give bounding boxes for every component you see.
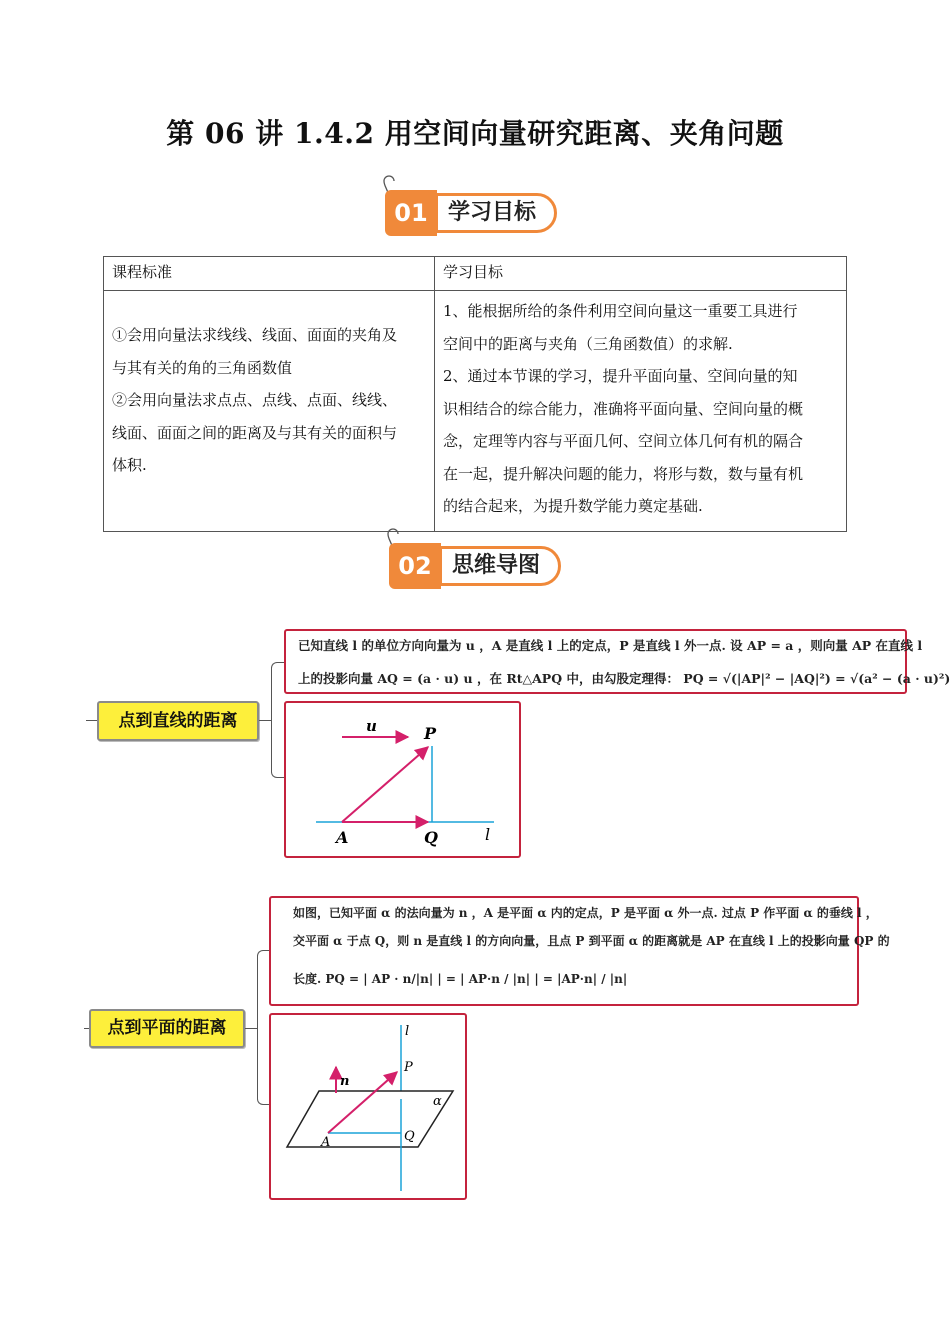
objective-line: 念，定理等内容与平面几何、空间立体几何有机的隔合	[443, 432, 804, 450]
section-number: 01	[385, 190, 437, 236]
formula-text: 交平面 α 于点 Q，则 n 是直线 l 的方向向量，且点 P 到平面 α 的距离就是 AP 在直线 l 上的投影向量 QP 的	[293, 934, 890, 948]
standard-line: ①会用向量法求线线、线面、面面的夹角及	[112, 326, 398, 344]
formula-box-plane	[269, 896, 890, 1006]
section-label: 学习目标	[435, 193, 557, 233]
formula-text: 长度. PQ = | AP · n/|n| | = | AP·n / |n| | = |AP·n| / |n|	[293, 972, 628, 986]
label-l: l	[405, 1024, 410, 1039]
label-q: Q	[404, 1129, 415, 1144]
objective-line: 在一起，提升解决问题的能力，将形与数，数与量有机	[443, 464, 804, 483]
label-q: Q	[424, 828, 438, 847]
vector-ap	[342, 747, 428, 822]
label-a: A	[336, 828, 349, 847]
objective-line: 的结合起来，为提升数学能力奠定基础.	[443, 497, 703, 515]
point-plane-figure	[271, 1015, 465, 1198]
section-label: 思维导图	[439, 546, 561, 586]
goals-table	[103, 256, 847, 532]
standard-line: 线面、面面之间的距离及与其有关的面积与	[112, 423, 398, 442]
formula-text: 已知直线 l 的单位方向向量为 u ，A 是直线 l 上的定点，P 是直线 l 外一点. 设 AP = a ，则向量 AP 在直线 l	[298, 638, 923, 653]
label-u: u	[366, 717, 377, 735]
label-l: l	[485, 825, 491, 844]
figure-box-plane	[269, 1013, 467, 1200]
objective-line: 识相结合的综合能力，准确将平面向量、空间向量的概	[443, 399, 804, 418]
standards-cell	[104, 291, 435, 532]
label-p: P	[424, 724, 437, 743]
formula-text: 上的投影向量 AQ = (a · u) u ，在 Rt△APQ 中，由勾股定理得： PQ = √(|AP|² − |AQ|²) = √(a² − (a · u)²)	[298, 671, 950, 686]
topic-point-to-plane: 点到平面的距离	[89, 1009, 245, 1048]
formula-box-line	[284, 629, 950, 694]
objective-line: 2、通过本节课的学习，提升平面向量、空间向量的知	[443, 367, 798, 385]
branch-line	[245, 1028, 257, 1029]
branch-bracket	[271, 662, 285, 778]
objective-line: 空间中的距离与夹角（三角函数值）的求解.	[443, 334, 733, 353]
branch-line	[259, 720, 271, 721]
objective-line: 1、能根据所给的条件利用空间向量这一重要工具进行	[443, 302, 798, 320]
section-badge-mindmap	[389, 543, 571, 589]
standard-line: ②会用向量法求点点、点线、点面、线线、	[112, 391, 398, 409]
label-a: A	[321, 1135, 331, 1150]
label-p: P	[404, 1060, 413, 1075]
formula-text: 如图，已知平面 α 的法向量为 n ，A 是平面 α 内的定点，P 是平面 α 外一点. 过点 P 作平面 α 的垂线 l ，	[293, 906, 878, 920]
label-n: n	[340, 1074, 350, 1089]
point-line-figure	[286, 703, 519, 856]
label-alpha: α	[433, 1094, 442, 1109]
objectives-cell	[435, 291, 847, 532]
section-number: 02	[389, 543, 441, 589]
section-badge-goals	[385, 190, 567, 236]
page-title: 第 06 讲 1.4.2 用空间向量研究距离、夹角问题	[166, 117, 784, 150]
plane-alpha	[287, 1091, 453, 1147]
standard-line: 体积.	[112, 456, 147, 474]
standard-line: 与其有关的角的三角函数值	[112, 358, 293, 377]
topic-point-to-line: 点到直线的距离	[97, 701, 259, 741]
table-header-standard: 课程标准	[104, 257, 435, 291]
figure-box-line	[284, 701, 521, 858]
table-header-objective: 学习目标	[435, 257, 847, 291]
